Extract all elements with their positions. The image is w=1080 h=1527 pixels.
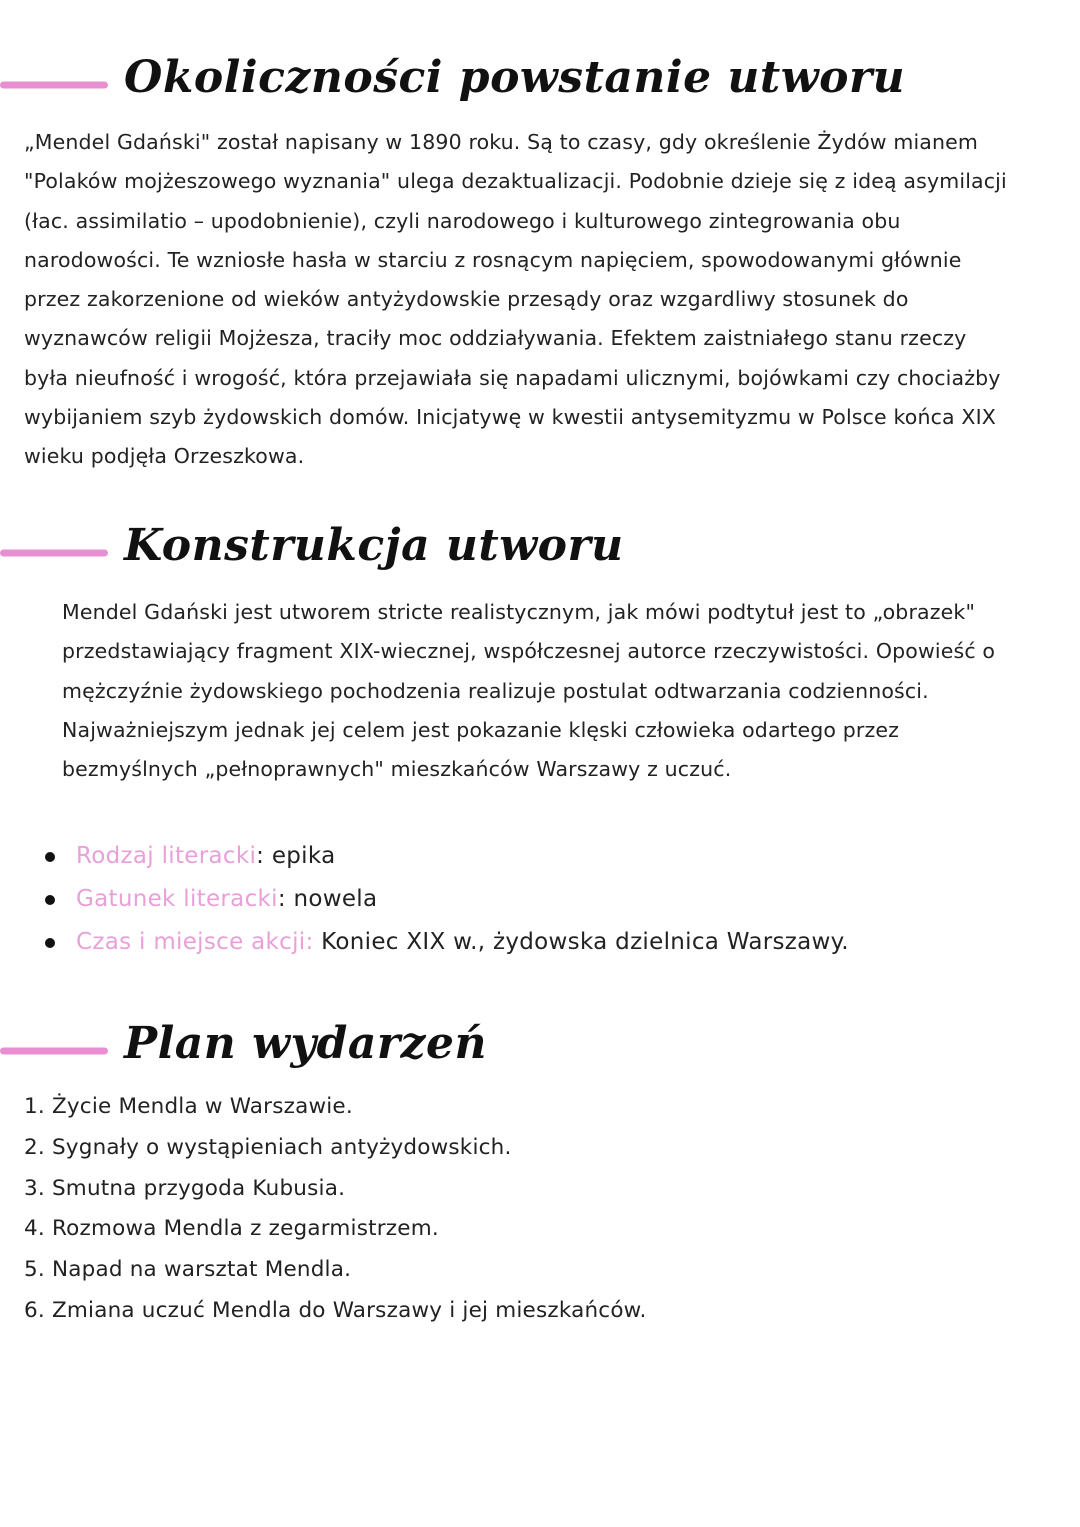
paragraph-line: „Mendel Gdański" został napisany w 1890 roku. Są to czasy, gdy określenie Żydów mianem [24, 130, 979, 154]
accent-bar [0, 1048, 108, 1055]
accent-bar [0, 550, 108, 557]
bullet-separator: : [256, 843, 272, 869]
section-header-circumstances [0, 50, 1080, 120]
section-heading: Okoliczności powstanie utworu [124, 52, 906, 103]
accent-bar [0, 82, 108, 89]
paragraph-line: była nieufność i wrogość, która przejawiała się napadami ulicznymi, bojówkami czy chociażby [24, 365, 1001, 390]
construction-paragraph [62, 593, 995, 789]
bullet-value: nowela [293, 886, 378, 912]
paragraph-line: przez zakorzenione od wieków antyżydowskie przesądy oraz wzgardliwy stosunek do [24, 287, 909, 312]
list-item [40, 921, 849, 964]
list-item: 6. Zmiana uczuć Mendla do Warszawy i jej mieszkańców. [24, 1297, 647, 1323]
list-item: 3. Smutna przygoda Kubusia. [24, 1175, 346, 1201]
literary-info-list [40, 835, 849, 964]
section-header-construction [0, 518, 1080, 588]
list-item [40, 835, 849, 878]
section-header-plan [0, 1016, 1080, 1086]
list-item: 1. Życie Mendla w Warszawie. [24, 1094, 353, 1119]
paragraph-line: (łac. assimilatio – upodobnienie), czyli narodowego i kulturowego zintegrowania obu [24, 208, 901, 233]
bullet-label: Gatunek literacki [76, 886, 278, 912]
paragraph-line: "Polaków mojżeszowego wyznania" ulega dezaktualizacji. Podobnie dzieje się z ideą asymilacji [24, 169, 1007, 194]
section-heading: Plan wydarzeń [124, 1018, 487, 1069]
paragraph-line: wybijaniem szyb żydowskich domów. Inicjatywę w kwestii antysemityzmu w Polsce końca XIX [24, 405, 996, 430]
paragraph-line: mężczyźnie żydowskiego pochodzenia realizuje postulat odtwarzania codzienności. [62, 678, 929, 703]
paragraph-line: wieku podjęła Orzeszkowa. [24, 444, 305, 469]
paragraph-line: wyznawców religii Mojżesza, traciły moc oddziaływania. Efektem zaistniałego stanu rzeczy [24, 326, 967, 351]
bullet-separator: : [277, 886, 294, 912]
section-heading: Konstrukcja utworu [124, 520, 624, 571]
paragraph-line: Najważniejszym jednak jej celem jest pokazanie klęski człowieka odartego przez [62, 717, 900, 742]
paragraph-line: bezmyślnych „pełnoprawnych" mieszkańców Warszawy z uczuć. [62, 757, 732, 782]
list-item: 4. Rozmowa Mendla z zegarmistrzem. [24, 1216, 439, 1242]
list-item [40, 878, 849, 921]
bullet-label: Czas i miejsce akcji: [76, 929, 314, 955]
bullet-value: Koniec XIX w., żydowska dzielnica Warszawy. [321, 929, 849, 955]
circumstances-paragraph [24, 123, 1007, 477]
list-item: 5. Napad na warsztat Mendla. [24, 1257, 352, 1283]
list-item: 2. Sygnały o wystąpieniach antyżydowskich. [24, 1134, 512, 1160]
paragraph-line: narodowości. Te wzniosłe hasła w starciu z rosnącym napięciem, spowodowanymi głównie [24, 247, 962, 272]
plan-list [24, 1087, 647, 1332]
paragraph-line: przedstawiający fragment XIX-wiecznej, współczesnej autorce rzeczywistości. Opowieść o [62, 639, 996, 664]
paragraph-line: Mendel Gdański jest utworem stricte realistycznym, jak mówi podtytuł jest to „obrazek" [62, 600, 976, 624]
bullet-value: epika [271, 843, 336, 869]
bullet-label: Rodzaj literacki [76, 843, 257, 869]
